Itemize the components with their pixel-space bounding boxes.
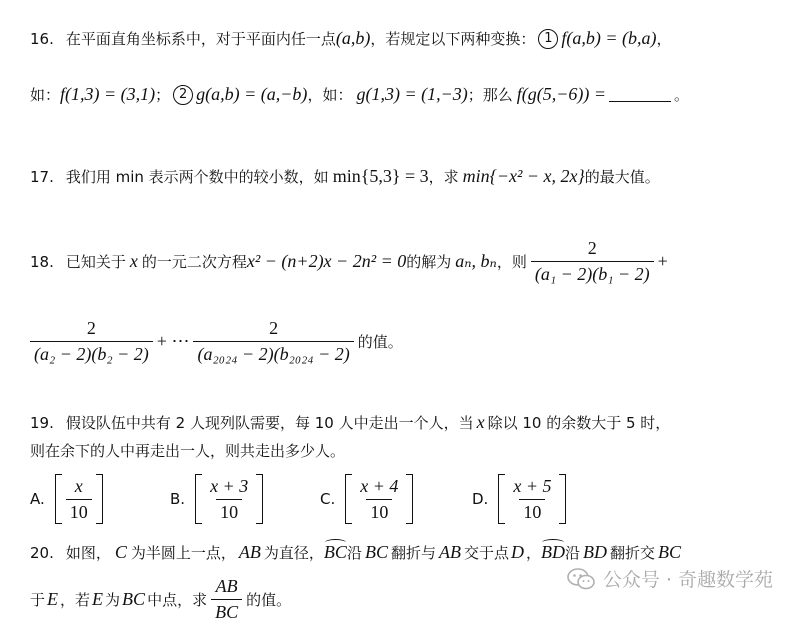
q16-comma: ， [656,30,672,48]
q20-segment-ab-2: AB [438,542,461,562]
q18-x-var: x [129,251,138,271]
fraction-denominator: (a₂₀₂₄ − 2)(b₂₀₂₄ − 2) [193,341,353,365]
option-label: A. [30,490,45,508]
left-bracket [345,474,352,524]
circle-2-marker: 2 [173,85,193,105]
q17-text-a: 我们用 min 表示两个数中的较小数，如 [65,168,329,186]
fraction-numerator: x + 4 [360,475,399,496]
q20-number: 20. [30,543,54,562]
q19-line1 [30,412,787,433]
q17-min-example: min{5,3} = 3 [332,166,429,186]
fraction-numerator: 2 [587,238,597,258]
q20-line1 [30,542,787,563]
q18-text-d: ，则 [496,253,527,271]
q20-segment-bc-2: BC [658,542,682,562]
q19-line2 [30,440,787,461]
q17-text-c: 的最大值。 [584,168,660,186]
q16-text-ru: 如： [30,86,61,104]
q18-text-a: 已知关于 [65,253,126,271]
q17-number: 17. [30,167,54,186]
q16-number: 16. [30,29,54,48]
q20-text-h: 沿 [565,544,581,562]
q20-text-d: 沿 [346,544,362,562]
right-bracket [406,474,413,524]
left-bracket [55,474,62,524]
floor-bracket-expression [55,474,103,524]
option-d[interactable] [472,474,566,524]
q20-point-c: C [114,542,127,562]
q20-text-ruo: ，若 [60,591,91,609]
q18-line1 [30,238,787,285]
q16-text-name: ；那么 [467,86,513,104]
option-b[interactable] [170,474,263,524]
q20-segment-bc-3: BC [122,589,146,609]
q20-text-a: 如图， [65,544,111,562]
q19-number: 19. [30,413,54,432]
q20-text-f: 交于点 [463,544,509,562]
q17-min-expression: min{−x² − x, 2x} [462,166,585,186]
fraction-numerator: x + 5 [513,475,552,496]
q20-point-e-2: E [92,589,104,609]
q20-text-g: ， [526,544,542,562]
fraction-denominator: 10 [519,499,545,523]
q20-segment-bd: BD [583,542,608,562]
q16-line1 [30,28,787,49]
left-bracket [195,474,202,524]
floor-bracket-expression [195,474,263,524]
q20-text-b: 为半圆上一点， [130,544,236,562]
q20-arc-bc: BC [323,542,347,562]
q20-text-qiu: 中点，求 [147,591,208,609]
q20-segment-ab: AB [238,542,261,562]
q20-text-c: 为直径， [263,544,324,562]
right-bracket [256,474,263,524]
fraction-denominator: (a₁ − 2)(b₁ − 2) [531,261,654,285]
q16-f-definition: f(a,b) = (b,a) [561,28,657,48]
answer-blank [609,87,671,102]
q20-text-i: 翻折交 [610,544,656,562]
q20-ratio-fraction [211,576,242,623]
q18-number: 18. [30,252,54,271]
q19-text-a: 假设队伍中共有 2 人现列队需要，每 10 人中走出一个人，当 [65,414,474,432]
q19-x-var: x [476,412,485,432]
option-a[interactable] [30,474,103,524]
q20-arc-bd: BD [541,542,566,562]
option-fraction [66,476,92,523]
q17-line [30,166,787,187]
circle-1-marker: 1 [538,29,558,49]
right-bracket [96,474,103,524]
q18-text-e: 的值。 [357,333,403,351]
q16-point: (a,b) [335,28,371,48]
fraction-denominator: 10 [366,499,392,523]
left-bracket [498,474,505,524]
option-fraction [509,476,555,523]
q16-line2 [30,84,787,105]
option-c[interactable] [320,474,413,524]
q20-text-end: 的值。 [246,591,292,609]
q18-fraction-3 [193,318,353,365]
floor-bracket-expression [345,474,413,524]
floor-bracket-expression [498,474,566,524]
fraction-numerator: 2 [86,318,96,338]
q16-period: 。 [674,86,690,104]
fraction-denominator: (a₂ − 2)(b₂ − 2) [30,341,153,365]
watermark [567,565,773,592]
q16-semicolon: ； [155,86,171,104]
q18-text-b: 的一元二次方程 [141,253,247,271]
q16-text-b: ，若规定以下两种变换： [370,30,536,48]
q19-options [30,474,787,526]
right-bracket [559,474,566,524]
q19-text-b: 除以 10 的余数大于 5 时， [487,414,671,432]
option-label: D. [472,490,489,508]
q18-dots: + ⋯ [156,331,190,351]
q20-segment-bc: BC [364,542,388,562]
q18-plus: + [657,251,668,271]
fraction-numerator: 2 [269,318,279,338]
fraction-numerator: x + 3 [210,475,249,496]
fraction-numerator: x [74,475,83,496]
fraction-denominator: 10 [216,499,242,523]
q20-text-wei: 为 [105,591,121,609]
fraction-denominator: 10 [66,499,92,523]
q16-text-ru2: ，如： [307,86,353,104]
fraction-denominator: BC [211,599,242,623]
option-label: C. [320,490,336,508]
q18-equation: x² − (n+2)x − 2n² = 0 [246,251,407,271]
option-fraction [356,476,402,523]
q20-text-e: 翻折与 [390,544,436,562]
q18-line2 [30,318,787,365]
q16-fg-expression: f(g(5,−6)) = [516,84,607,104]
q18-solutions: aₙ, bₙ [455,251,497,271]
option-fraction [206,476,252,523]
q16-text-a: 在平面直角坐标系中，对于平面内任一点 [65,30,336,48]
wechat-icon [567,568,595,590]
q16-g-example: g(1,3) = (1,−3) [356,84,468,104]
q20-point-d: D [511,542,524,562]
q18-text-c: 的解为 [406,253,452,271]
q20-point-e: E [47,589,59,609]
fraction-numerator: AB [215,576,238,596]
q16-g-definition: g(a,b) = (a,−b) [196,84,308,104]
option-label: B. [170,490,186,508]
q17-text-b: ，求 [428,168,459,186]
watermark-text: 公众号 · 奇趣数学苑 [602,569,773,591]
q20-text-yu: 于 [30,591,46,609]
q18-fraction-2 [30,318,153,365]
q18-fraction-1 [531,238,654,285]
q19-text-c: 则在余下的人中再走出一人，则共走出多少人。 [30,442,346,460]
q16-f-example: f(1,3) = (3,1) [60,84,156,104]
